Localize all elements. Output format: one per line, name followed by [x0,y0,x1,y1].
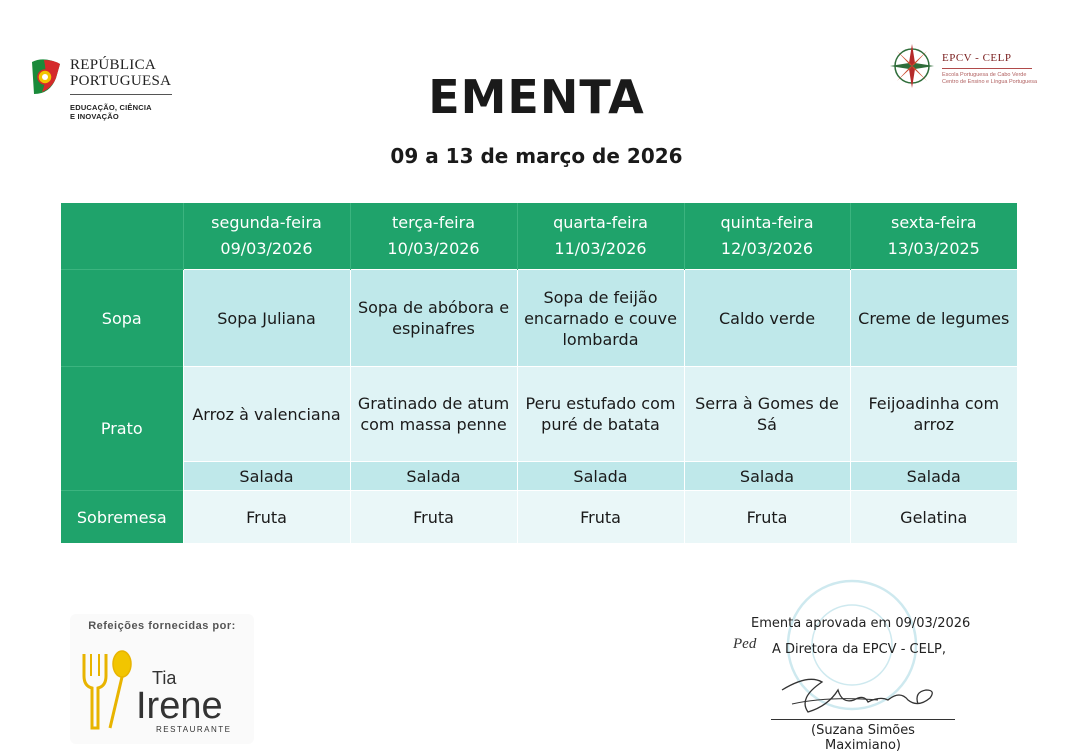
epcv-divider [942,68,1032,69]
ministry-line-1: EDUCAÇÃO, CIÊNCIA [70,103,152,112]
sopa-cell: Caldo verde [684,270,850,367]
director-name: (Suzana Simões Maximiano) [811,723,915,753]
salada-cell: Salada [684,462,850,491]
sobremesa-cell: Fruta [350,491,517,544]
brand-tag: RESTAURANTE [156,725,232,734]
day-name: segunda-feira [211,213,322,232]
row-label-sopa: Sopa [61,270,183,367]
director-title: A Diretora da EPCV - CELP, [772,642,947,657]
salada-cell: Salada [183,462,350,491]
sopa-cell: Sopa de abóbora e espinafres [350,270,517,367]
brand-small: Tia [152,668,177,688]
table-row-sopa [61,270,1017,367]
sobremesa-cell: Gelatina [850,491,1017,544]
day-header-wednesday [517,203,684,270]
day-name: terça-feira [391,213,476,232]
day-date: 13/03/2025 [887,239,980,258]
table-corner [61,203,183,270]
sopa-cell: Creme de legumes [850,270,1017,367]
page-title: EMENTA [428,70,645,124]
tia-irene-logo-icon [70,636,254,736]
epcv-title: EPCV - CELP [942,52,1012,64]
day-header-tuesday [350,203,517,270]
table-header-row [61,203,1017,270]
prato-cell: Gratinado de atum com massa penne [350,367,517,462]
approval-date: Ementa aprovada em 09/03/2026 [751,616,971,631]
salada-cell: Salada [350,462,517,491]
prato-cell: Serra à Gomes de Sá [684,367,850,462]
day-date: 12/03/2026 [720,239,814,258]
day-name: sexta-feira [890,213,977,232]
table-row-salada [61,462,1017,491]
day-name: quarta-feira [553,213,648,232]
sopa-cell: Sopa Juliana [183,270,350,367]
menu-table [61,203,1017,543]
brand-big: Irene [136,685,223,727]
day-header-monday [183,203,350,270]
sopa-cell: Sopa de feijão encarnado e couve lombarda [517,270,684,367]
ministry-line-2: E INOVAÇÃO [70,112,119,121]
epcv-sub-line-2: Centro de Ensino e Língua Portuguesa [942,79,1038,85]
table-row-sobremesa [61,491,1017,544]
day-header-thursday [684,203,850,270]
table-row-prato [61,367,1017,462]
day-header-friday [850,203,1017,270]
day-date: 10/03/2026 [387,239,480,258]
day-name: quinta-feira [720,213,814,232]
portuguesa-line: PORTUGUESA [70,73,172,89]
prato-cell: Arroz à valenciana [183,367,350,462]
row-label-prato: Prato [61,367,183,491]
handwritten-initials: Ped [733,636,757,652]
sobremesa-cell: Fruta [183,491,350,544]
day-date: 09/03/2026 [220,239,313,258]
prato-cell: Feijoadinha com arroz [850,367,1017,462]
prato-cell: Peru estufado com puré de batata [517,367,684,462]
republica-line: REPÚBLICA [70,57,157,73]
epcv-sub-line-1: Escola Portuguesa de Cabo Verde [942,72,1027,78]
signature-line [771,719,955,720]
day-date: 11/03/2026 [554,239,647,258]
sobremesa-cell: Fruta [517,491,684,544]
signature-icon [768,660,948,720]
sobremesa-cell: Fruta [684,491,850,544]
supplier-caption: Refeições fornecidas por: [88,620,236,632]
page-subtitle: 09 a 13 de março de 2026 [390,144,683,168]
salada-cell: Salada [850,462,1017,491]
row-label-sobremesa: Sobremesa [61,491,183,544]
salada-cell: Salada [517,462,684,491]
